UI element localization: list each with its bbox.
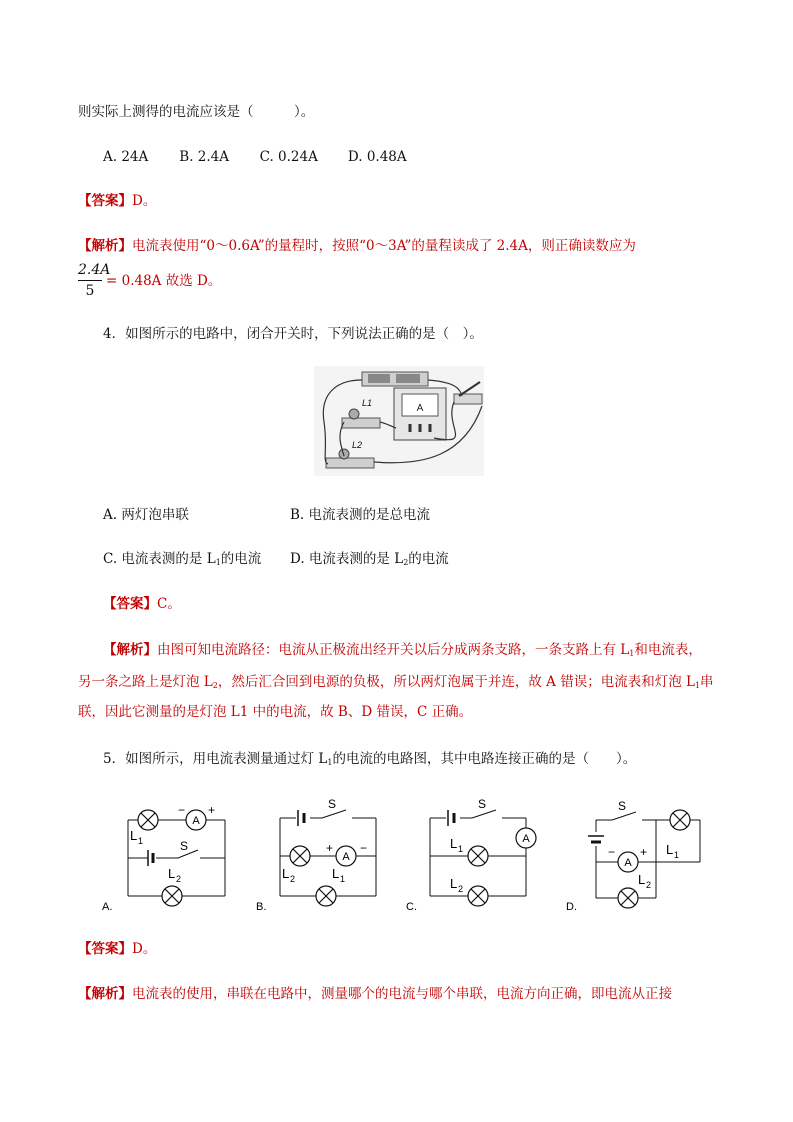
fraction [78, 262, 111, 299]
lamp-label: L [168, 866, 176, 881]
minus-sign: − [608, 845, 616, 859]
q3-analysis [78, 237, 636, 255]
q4-answer [103, 595, 181, 613]
minus-sign: − [360, 841, 368, 855]
answer-value: D。 [132, 193, 157, 209]
q4-option-d-text: D. 电流表测的是 L [290, 551, 404, 567]
q3-option-b: B. 2.4A [179, 149, 230, 165]
q4-option-c-suffix: 的电流 [220, 551, 262, 567]
switch-label: S [328, 798, 337, 811]
analysis-sub: 1 [629, 649, 635, 658]
switch-label: S [618, 799, 627, 813]
lamp-label-sub: 2 [458, 884, 464, 894]
analysis-tag: 【解析】 [78, 238, 132, 254]
fraction-denominator: 5 [85, 283, 95, 299]
q5-stem-text: 5．如图所示，用电流表测量通过灯 L [103, 751, 328, 767]
q3-stem-tail: 则实际上测得的电流应该是（ ）。 [78, 104, 315, 120]
meter-letter: A [192, 815, 200, 827]
lamp-label: L [638, 872, 646, 887]
q3-options [103, 148, 407, 166]
q4-analysis-line3: 联，因此它测量的是灯泡 L1 中的电流，故 B、D 错误，C 正确。 [78, 704, 473, 720]
lamp-label: L [666, 842, 674, 857]
diagram-b-label: B. [256, 901, 267, 913]
q5-stem-text: 的电流的电路图，其中电路连接正确的是（ ）。 [332, 751, 637, 767]
q4-option-b: B. 电流表测的是总电流 [290, 507, 431, 523]
plus-sign: + [326, 841, 334, 855]
analysis-text: 串 [700, 674, 714, 690]
photo-l1-label: L1 [362, 398, 373, 408]
q4-option-c-sub: 1 [215, 558, 221, 567]
q4-option-a: A. 两灯泡串联 [103, 507, 189, 523]
q5-answer [78, 940, 156, 958]
plus-sign: + [640, 845, 648, 859]
diagram-c [406, 798, 536, 913]
switch-label: S [180, 839, 189, 853]
q3-option-d: D. 0.48A [347, 149, 407, 165]
q4-option-c [103, 550, 261, 572]
lamp-label: L [450, 836, 458, 851]
diagram-d-label: D. [566, 901, 577, 913]
diagram-d [566, 799, 700, 913]
diagram-a [102, 803, 225, 913]
diagram-c-label: C. [406, 901, 417, 913]
analysis-text: 由图可知电流路径：电流从正极流出经开关以后分成两条支路，一条支路上有 L [157, 642, 630, 658]
q4-analysis-line2 [78, 673, 714, 695]
answer-tag: 【答案】 [103, 596, 157, 612]
q4-option-d-suffix: 的电流 [408, 551, 449, 567]
analysis-sub: 2 [212, 681, 218, 690]
answer-value: C。 [157, 596, 181, 612]
meter-letter: A [624, 857, 632, 869]
q5-stem [103, 750, 636, 772]
answer-tag: 【答案】 [78, 941, 132, 957]
q5-stem-sub: 1 [327, 758, 333, 767]
diagram-b [256, 798, 376, 913]
lamp-label: L [450, 876, 458, 891]
plus-sign: + [208, 803, 216, 817]
q4-stem: 4．如图所示的电路中，闭合开关时，下列说法正确的是（ ）。 [103, 326, 483, 342]
fraction-numerator: 2.4A [78, 262, 111, 278]
lamp-label: L [282, 866, 290, 881]
diagram-a-label: A. [102, 901, 113, 913]
analysis-text: 电流表的使用，串联在电路中，测量哪个的电流与哪个串联，电流方向正确，即电流从正接 [132, 986, 672, 1002]
switch-label: S [478, 798, 487, 811]
q4-option-d-sub: 2 [403, 558, 409, 567]
analysis-text: ，然后汇合回到电源的负极，所以两灯泡属于并连，故 A 错误；电流表和灯泡 L [217, 674, 695, 690]
lamp-label: L [332, 866, 340, 881]
meter-letter: A [416, 403, 424, 414]
q3-answer [78, 192, 156, 210]
analysis-text: 电流表使用“0～0.6A”的量程时，按照“0～3A”的量程读成了 2.4A，则正确读数应为 [132, 238, 636, 254]
meter-letter: A [342, 851, 350, 863]
lamp-label-sub: 1 [674, 850, 680, 860]
circuit-photo [314, 366, 484, 476]
lamp-label-sub: 2 [290, 874, 296, 884]
analysis-sub: 1 [694, 681, 701, 690]
q4-option-c-text: C. 电流表测的是 L [103, 551, 216, 567]
q3-analysis-tail: = 0.48A 故选 D。 [106, 273, 222, 289]
analysis-text: 另一条之路上是灯泡 L [78, 674, 213, 690]
q4-option-d [290, 550, 449, 572]
photo-l2-label: L2 [352, 440, 363, 450]
lamp-label-sub: 2 [176, 874, 182, 884]
lamp-label-sub: 1 [458, 844, 464, 854]
analysis-tag: 【解析】 [78, 986, 132, 1002]
lamp-label-sub: 2 [646, 880, 652, 890]
q3-option-c: C. 0.24A [259, 149, 318, 165]
circuit-diagrams [100, 798, 725, 916]
meter-letter: A [522, 833, 530, 845]
q3-option-a: A. 24A [103, 149, 149, 165]
minus-sign: − [178, 803, 186, 817]
lamp-label-sub: 1 [138, 836, 144, 846]
answer-value: D。 [132, 941, 157, 957]
analysis-tag: 【解析】 [103, 642, 157, 658]
lamp-label-sub: 1 [340, 874, 346, 884]
analysis-text: 和电流表， [634, 642, 702, 658]
answer-tag: 【答案】 [78, 193, 132, 209]
q4-analysis-line1 [103, 641, 702, 663]
lamp-label: L [130, 828, 138, 843]
q5-analysis [78, 985, 672, 1003]
fraction-bar [78, 280, 102, 281]
